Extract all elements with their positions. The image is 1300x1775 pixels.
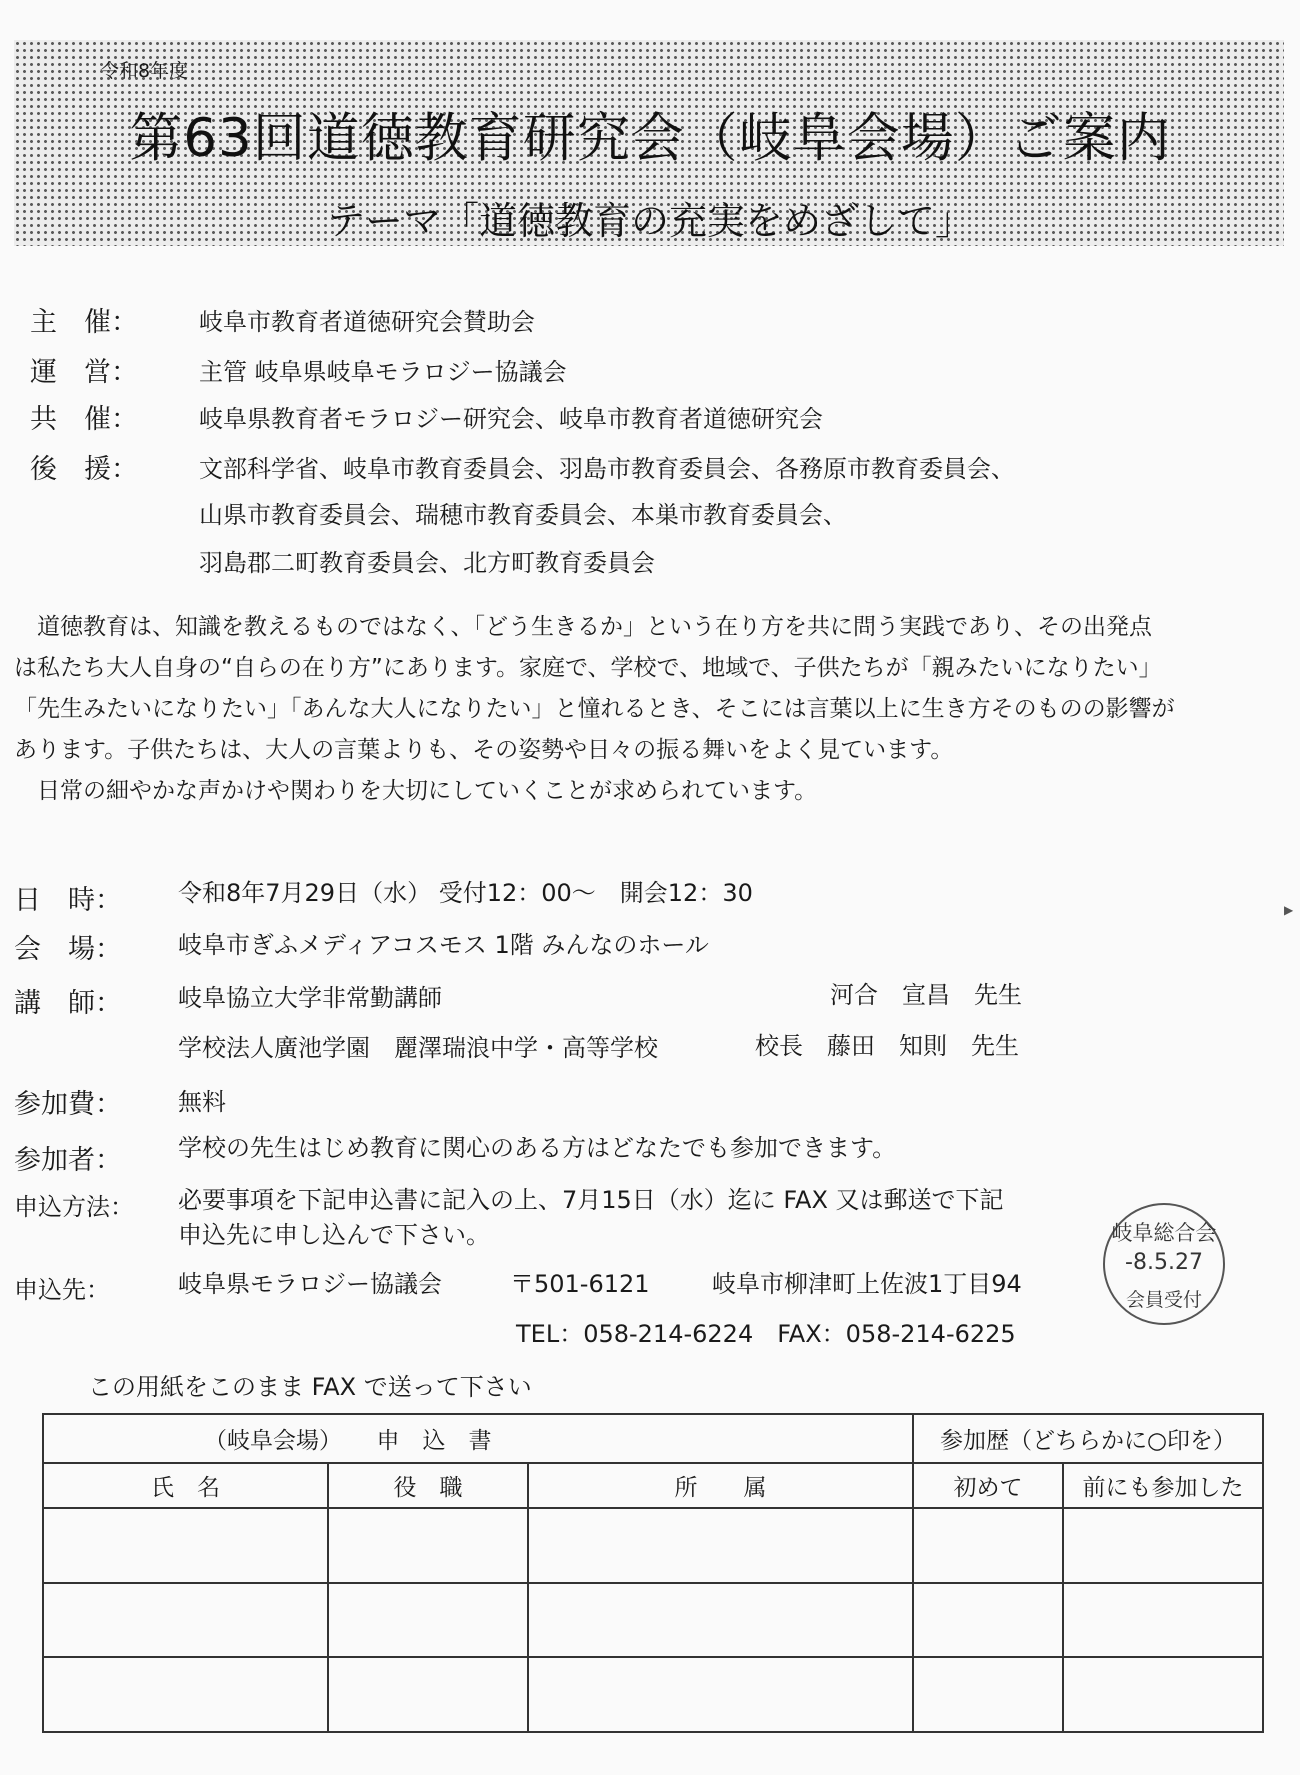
column-attended-before: 前にも参加した — [1063, 1463, 1263, 1508]
support-value-line2: 山県市教育委員会、瑞穂市教育委員会、本巣市教育委員会、 — [199, 501, 847, 529]
lecturer-2-affiliation: 学校法人廣池学園 麗澤瑞浪中学・高等学校 — [178, 1034, 658, 1062]
intro-line-4: あります。子供たちは、大人の言葉よりも、その姿勢や日々の振る舞いをよく見ています。 — [14, 737, 954, 763]
position-cell[interactable] — [328, 1657, 528, 1732]
cohost-label: 共 催： — [30, 404, 138, 435]
affiliation-cell[interactable] — [528, 1657, 913, 1732]
position-cell[interactable] — [328, 1583, 528, 1658]
datetime-value: 令和8年7月29日（水） 受付12：00～ 開会12：30 — [178, 879, 753, 907]
intro-paragraph — [14, 607, 1264, 812]
application-form — [42, 1413, 1264, 1733]
first-time-cell[interactable] — [913, 1583, 1063, 1658]
attended-before-cell[interactable] — [1063, 1508, 1263, 1583]
intro-line-2: は私たち大人自身の“自らの在り方”にあります。家庭で、学校で、地域で、子供たちが「親みたいになりたい」 — [14, 655, 1162, 681]
contact-org: 岐阜県モラロジー協議会 — [178, 1270, 442, 1298]
venue-value: 岐阜市ぎふメディアコスモス 1階 みんなのホール — [178, 931, 709, 959]
name-cell[interactable] — [43, 1508, 328, 1583]
stamp-line-2: -8.5.27 — [1125, 1250, 1203, 1275]
column-affiliation: 所 属 — [528, 1463, 913, 1508]
sponsor-value: 岐阜市教育者道徳研究会賛助会 — [199, 308, 535, 336]
lecturer-1-name: 河合 宣昌 先生 — [830, 981, 1022, 1009]
attended-before-cell[interactable] — [1063, 1583, 1263, 1658]
attended-before-cell[interactable] — [1063, 1657, 1263, 1732]
cohost-value: 岐阜県教育者モラロジー研究会、岐阜市教育者道徳研究会 — [199, 405, 823, 433]
intro-line-3: 「先生みたいになりたい」「あんな大人になりたい」と憧れるとき、そこには言葉以上に生き方そのものの影響が — [14, 696, 1175, 722]
method-line1: 必要事項を下記申込書に記入の上、7月15日（水）迄に FAX 又は郵送で下記 — [178, 1186, 1004, 1214]
theme-line: テーマ「道徳教育の充実をめざして」 — [326, 199, 973, 243]
affiliation-cell[interactable] — [528, 1583, 913, 1658]
triangle-marker-icon: ▶ — [1284, 903, 1294, 917]
contact-postal: 〒501-6121 — [510, 1270, 650, 1298]
fee-value: 無料 — [178, 1088, 226, 1116]
table-row — [43, 1508, 1263, 1583]
contact-label: 申込先： — [14, 1276, 110, 1304]
fax-note: この用紙をこのまま FAX で送って下さい — [88, 1373, 532, 1401]
support-value-line1: 文部科学省、岐阜市教育委員会、羽島市教育委員会、各務原市教育委員会、 — [199, 455, 1015, 483]
reception-stamp — [1103, 1203, 1225, 1325]
table-row — [43, 1657, 1263, 1732]
support-label: 後 援： — [30, 454, 138, 485]
first-time-cell[interactable] — [913, 1508, 1063, 1583]
support-value-line3: 羽島郡二町教育委員会、北方町教育委員会 — [199, 549, 655, 577]
page-title: 第63回道徳教育研究会（岐阜会場）ご案内 — [129, 108, 1171, 169]
name-cell[interactable] — [43, 1583, 328, 1658]
lecturer-2-name: 校長 藤田 知則 先生 — [755, 1032, 1019, 1060]
fee-label: 参加費： — [14, 1089, 122, 1120]
lecturer-1-affiliation: 岐阜協立大学非常勤講師 — [178, 984, 442, 1012]
affiliation-cell[interactable] — [528, 1508, 913, 1583]
contact-address: 岐阜市柳津町上佐波1丁目94 — [712, 1270, 1022, 1298]
participants-label: 参加者： — [14, 1145, 122, 1176]
form-title: （岐阜会場） 申 込 書 — [43, 1414, 913, 1463]
column-first-time: 初めて — [913, 1463, 1063, 1508]
datetime-label: 日 時： — [14, 885, 122, 916]
first-time-cell[interactable] — [913, 1657, 1063, 1732]
contact-phone: TEL：058-214-6224 FAX：058-214-6225 — [516, 1320, 1016, 1348]
intro-line-5: 日常の細やかな声かけや関わりを大切にしていくことが求められています。 — [14, 778, 818, 804]
table-row — [43, 1583, 1263, 1658]
participants-value: 学校の先生はじめ教育に関心のある方はどなたでも参加できます。 — [178, 1134, 897, 1162]
method-label: 申込方法： — [14, 1193, 134, 1221]
history-header: 参加歴（どちらかに○印を） — [913, 1414, 1263, 1463]
position-cell[interactable] — [328, 1508, 528, 1583]
operation-value: 主管 岐阜県岐阜モラロジー協議会 — [199, 358, 567, 386]
name-cell[interactable] — [43, 1657, 328, 1732]
sponsor-label: 主 催： — [30, 307, 138, 338]
column-name: 氏 名 — [43, 1463, 328, 1508]
venue-label: 会 場： — [14, 934, 122, 965]
column-position: 役 職 — [328, 1463, 528, 1508]
stamp-line-3: 会員受付 — [1125, 1289, 1202, 1311]
lecturer-label: 講 師： — [14, 988, 122, 1019]
method-line2: 申込先に申し込んで下さい。 — [178, 1221, 490, 1249]
fiscal-year: 令和8年度 — [100, 60, 189, 82]
stamp-line-1: 岐阜総合会 — [1111, 1221, 1217, 1245]
intro-line-1: 道徳教育は、知識を教えるものではなく、「どう生きるか」という在り方を共に問う実践であり、その出発点 — [14, 614, 1153, 640]
operation-label: 運 営： — [30, 357, 138, 388]
